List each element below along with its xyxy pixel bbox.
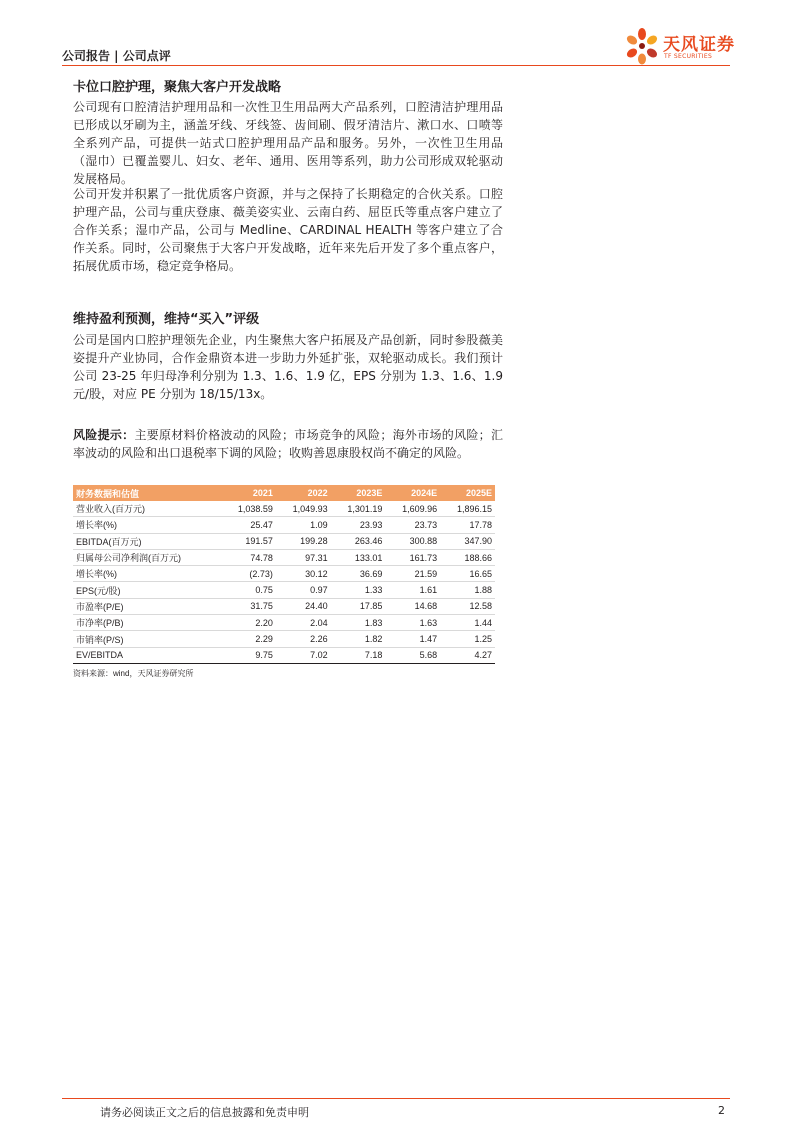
table-cell: 23.93 [331, 517, 386, 533]
table-row [73, 598, 495, 614]
table-cell: 1,049.93 [276, 501, 331, 517]
table-cell: 5.68 [385, 647, 440, 663]
table-cell: 1.25 [440, 631, 495, 647]
table-cell: 2.26 [276, 631, 331, 647]
table-cell: 74.78 [221, 549, 276, 565]
table-cell: 17.78 [440, 517, 495, 533]
table-cell: 36.69 [331, 566, 386, 582]
risk-label: 风险提示： [73, 428, 135, 442]
table-cell: 0.75 [221, 582, 276, 598]
table-header: 财务数据和估值 [73, 485, 221, 501]
paragraph: 公司是国内口腔护理领先企业，内生聚焦大客户拓展及产品创新，同时参股薇美姿提升产业协同，合作金鼎资本进一步助力外延扩张，双轮驱动成长。我们预计公司 23-25 年归母净利分别为 1.3、1.6、1.9 亿，EPS 分别为 1.3、1.6、1.9 元/股，对应 PE 分别为 18/15/13x。 [73, 333, 503, 401]
table-cell: 188.66 [440, 549, 495, 565]
table-cell: 97.31 [276, 549, 331, 565]
row-label: 营业收入(百万元) [73, 501, 221, 517]
table-cell: 1.09 [276, 517, 331, 533]
table-cell: 133.01 [331, 549, 386, 565]
table-row [73, 501, 495, 517]
table-header: 2023E [331, 485, 386, 501]
logo-subtitle: TF SECURITIES [664, 53, 713, 60]
header-divider [62, 65, 730, 66]
table-row [73, 631, 495, 647]
table-cell: 300.88 [385, 533, 440, 549]
table-cell: 2.29 [221, 631, 276, 647]
table-cell: 347.90 [440, 533, 495, 549]
data-source: 资料来源：wind，天风证券研究所 [73, 669, 194, 678]
table-cell: 25.47 [221, 517, 276, 533]
table-cell: 199.28 [276, 533, 331, 549]
table-cell: 4.27 [440, 647, 495, 663]
table-cell: 1.63 [385, 615, 440, 631]
table-cell: 7.02 [276, 647, 331, 663]
table-cell: 1.44 [440, 615, 495, 631]
table-row [73, 566, 495, 582]
table-cell: 21.59 [385, 566, 440, 582]
row-label: 市销率(P/S) [73, 631, 221, 647]
row-label: 市盈率(P/E) [73, 598, 221, 614]
table-row [73, 549, 495, 565]
row-label: EBITDA(百万元) [73, 533, 221, 549]
logo-name: 天风证券 [663, 35, 735, 55]
table-cell: 1,609.96 [385, 501, 440, 517]
table-cell: 2.04 [276, 615, 331, 631]
table-cell: 1.61 [385, 582, 440, 598]
table-cell: (2.73) [221, 566, 276, 582]
section-heading: 维持盈利预测，维持“买入”评级 [73, 312, 260, 327]
table-cell: 1.47 [385, 631, 440, 647]
table-cell: 12.58 [440, 598, 495, 614]
row-label: 增长率(%) [73, 517, 221, 533]
table-row [73, 647, 495, 663]
section-2-para-1 [73, 331, 503, 403]
table-header: 2025E [440, 485, 495, 501]
risk-text: 主要原材料价格波动的风险；市场竞争的风险；海外市场的风险；汇率波动的风险和出口退税率下调的风险；收购善恩康股权尚不确定的风险。 [73, 428, 503, 460]
table-cell: 161.73 [385, 549, 440, 565]
table-cell: 31.75 [221, 598, 276, 614]
table-cell: 17.85 [331, 598, 386, 614]
table-header: 2022 [276, 485, 331, 501]
row-label: 市净率(P/B) [73, 615, 221, 631]
table-row [73, 517, 495, 533]
paragraph: 公司开发并积累了一批优质客户资源，并与之保持了长期稳定的合伙关系。口腔护理产品，公司与重庆登康、薇美姿实业、云南白药、屈臣氏等重点客户建立了合作关系；湿巾产品，公司与 Medline、CARDINAL HEALTH 等客户建立了合作关系。同时，公司聚焦于大客户开发战略，近年来先后开发了多个重点客户，拓展优质市场，稳定竞争格局。 [73, 187, 503, 273]
table-cell: 2.20 [221, 615, 276, 631]
section-1-para-2 [73, 185, 503, 275]
table-cell: 1.83 [331, 615, 386, 631]
tf-securities-logo [622, 26, 735, 66]
table-cell: 1,301.19 [331, 501, 386, 517]
financial-table [73, 485, 495, 664]
row-label: 增长率(%) [73, 566, 221, 582]
report-type: 公司报告 | 公司点评 [62, 49, 171, 63]
risk-warning [73, 426, 503, 462]
table-cell: 16.65 [440, 566, 495, 582]
table-row [73, 615, 495, 631]
section-1-para-1 [73, 98, 503, 188]
table-cell: 191.57 [221, 533, 276, 549]
table-cell: 14.68 [385, 598, 440, 614]
table-cell: 1,896.15 [440, 501, 495, 517]
table-row [73, 533, 495, 549]
table-header: 2024E [385, 485, 440, 501]
table-cell: 1,038.59 [221, 501, 276, 517]
row-label: EPS(元/股) [73, 582, 221, 598]
table-cell: 1.88 [440, 582, 495, 598]
section-2 [73, 308, 503, 327]
section-heading: 卡位口腔护理，聚焦大客户开发战略 [73, 80, 282, 95]
table-cell: 0.97 [276, 582, 331, 598]
row-label: 归属母公司净利润(百万元) [73, 549, 221, 565]
table-cell: 1.33 [331, 582, 386, 598]
table-cell: 263.46 [331, 533, 386, 549]
table-header-row [73, 485, 495, 501]
section-1 [73, 76, 503, 95]
table-cell: 7.18 [331, 647, 386, 663]
disclaimer: 请务必阅读正文之后的信息披露和免责申明 [100, 1106, 309, 1119]
table-cell: 23.73 [385, 517, 440, 533]
row-label: EV/EBITDA [73, 647, 221, 663]
paragraph: 公司现有口腔清洁护理用品和一次性卫生用品两大产品系列，口腔清洁护理用品已形成以牙刷为主，涵盖牙线、牙线签、齿间刷、假牙清洁片、漱口水、口喷等全系列产品，可提供一站式口腔护理用品产品和服务。另外，一次性卫生用品（湿巾）已覆盖婴儿、妇女、老年、通用、医用等系列，助力公司形成双轮驱动发展格局。 [73, 100, 503, 186]
table-cell: 9.75 [221, 647, 276, 663]
table-header: 2021 [221, 485, 276, 501]
flower-logo-icon [622, 26, 662, 66]
footer-divider [62, 1098, 730, 1099]
table-row [73, 582, 495, 598]
table-cell: 24.40 [276, 598, 331, 614]
table-cell: 1.82 [331, 631, 386, 647]
table-cell: 30.12 [276, 566, 331, 582]
page-number: 2 [718, 1104, 725, 1117]
